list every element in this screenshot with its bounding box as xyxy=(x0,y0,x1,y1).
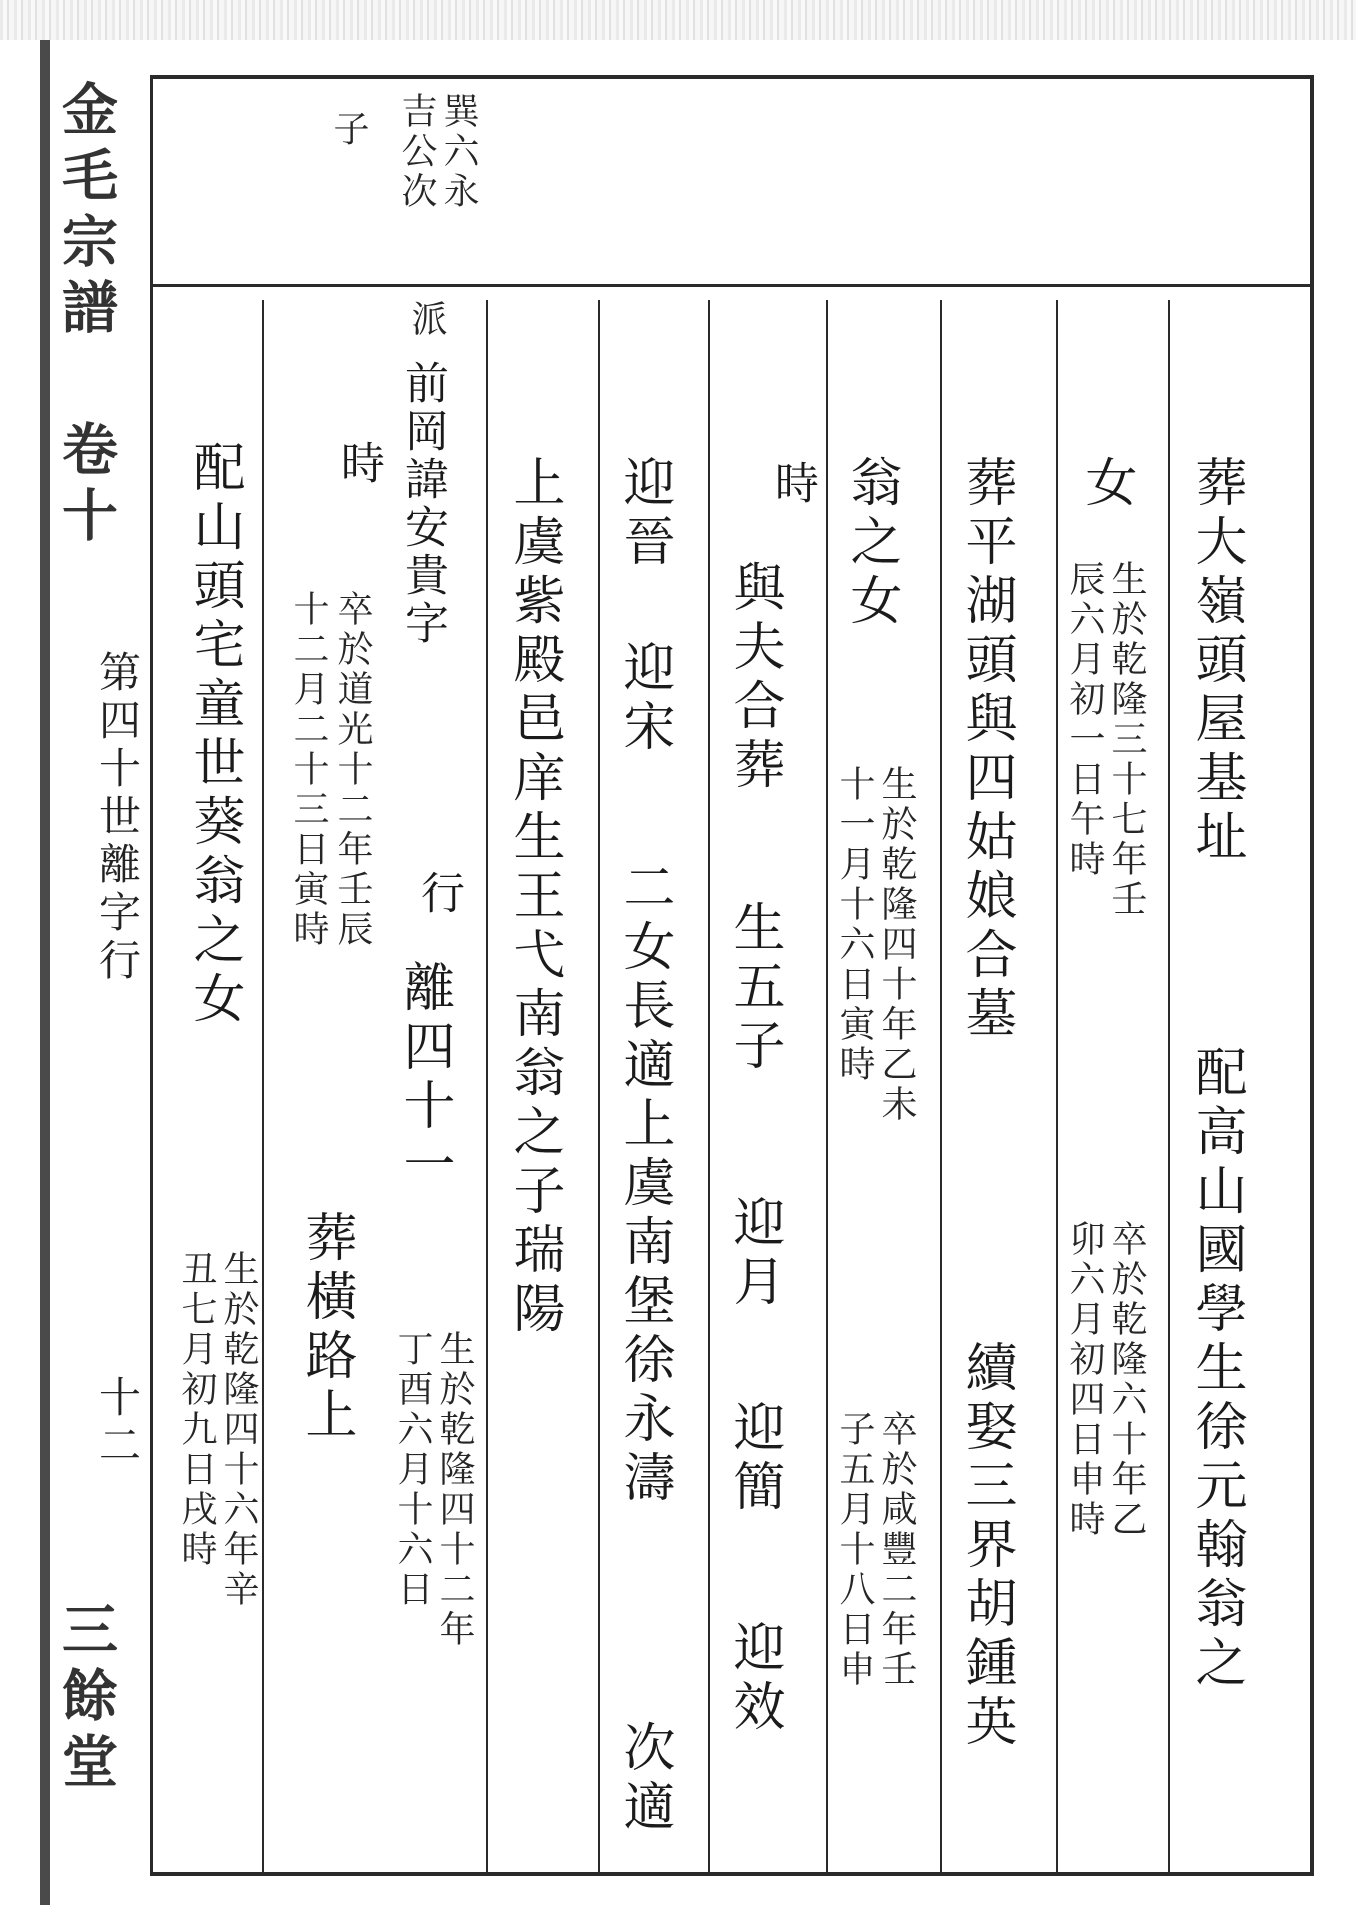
burial-site: 葬大嶺頭屋基址 xyxy=(1186,455,1246,868)
time-marker: 時 xyxy=(767,460,818,508)
register-col-1: 巽六永 xyxy=(438,92,479,212)
burial-site: 葬平湖頭與四姑娘合墓 xyxy=(956,455,1016,1045)
daughters-entry: 二女長適上虞南堡徐永濤 xyxy=(614,860,674,1509)
column-rule xyxy=(486,300,488,1872)
person-name: 前岡諱安貴字 xyxy=(397,360,448,648)
son-name: 迎簡 xyxy=(724,1400,784,1518)
column-rule xyxy=(262,300,264,1872)
margin-book-title: 金毛宗譜 卷十 xyxy=(53,80,119,552)
page-number: 十二 xyxy=(93,1375,142,1471)
register-col-2: 吉公次 xyxy=(396,92,437,212)
spouse-entry: 配山頭宅童世葵翁之女 xyxy=(184,440,244,1030)
time-marker: 時 xyxy=(333,440,384,488)
rank-label: 行 xyxy=(413,870,464,918)
death-note: 子五月十八日申 xyxy=(834,1410,875,1690)
column-rule xyxy=(708,300,710,1872)
son-name: 迎宋 xyxy=(614,640,674,758)
branch-marker: 派 xyxy=(406,300,447,340)
son-name: 迎月 xyxy=(724,1195,784,1313)
death-note: 卒於乾隆六十年乙 xyxy=(1106,1220,1147,1540)
daughter-husband-entry: 上虞紫殿邑庠生王弋南翁之子瑞陽 xyxy=(504,455,564,1340)
birth-note: 生於乾隆三十七年壬 xyxy=(1106,560,1147,920)
death-note: 卒於道光十二年壬辰 xyxy=(332,590,373,950)
second-spouse-entry-end: 翁之女 xyxy=(841,455,901,632)
birth-note: 生於乾隆四十六年辛 xyxy=(218,1250,259,1610)
burial-note: 與夫合葬 xyxy=(724,560,784,796)
second-spouse-entry: 續娶三界胡鍾英 xyxy=(956,1340,1016,1753)
burial-site: 葬橫路上 xyxy=(296,1210,356,1446)
death-note: 卯六月初四日申時 xyxy=(1064,1220,1105,1540)
register-divider-rule xyxy=(150,284,1310,287)
register-col-3: 子 xyxy=(328,110,369,150)
scan-grain xyxy=(0,0,1356,40)
birth-note: 辰六月初一日午時 xyxy=(1064,560,1105,880)
death-note: 十二月二十三日寅時 xyxy=(288,590,329,950)
spouse-entry: 配高山國學生徐元翰翁之 xyxy=(1186,1045,1246,1694)
daughters-entry-cont: 次適 xyxy=(614,1720,674,1838)
death-note: 卒於咸豐二年壬 xyxy=(876,1410,917,1690)
column-rule xyxy=(940,300,942,1872)
birth-note: 生於乾隆四十二年 xyxy=(434,1330,475,1650)
hall-name: 三餘堂 xyxy=(53,1600,119,1798)
son-name: 迎晉 xyxy=(614,455,674,573)
column-rule xyxy=(1056,300,1058,1872)
birth-note: 十一月十六日寅時 xyxy=(834,765,875,1085)
outer-bottom-rule xyxy=(150,1872,1314,1876)
generation-header: 第四十世離字行 xyxy=(93,650,142,986)
margin-divider-rule xyxy=(150,75,153,1875)
binding-edge xyxy=(40,40,50,1905)
sons-count: 生五子 xyxy=(724,900,784,1077)
outer-right-rule xyxy=(1310,75,1314,1875)
birth-note: 丑七月初九日戌時 xyxy=(176,1250,217,1570)
column-rule xyxy=(1168,300,1170,1872)
column-rule xyxy=(826,300,828,1872)
column-rule xyxy=(598,300,600,1872)
son-name: 迎效 xyxy=(724,1620,784,1738)
outer-top-rule xyxy=(150,75,1310,79)
birth-note: 丁酉六月十六日 xyxy=(392,1330,433,1610)
spouse-entry-end: 女 xyxy=(1076,455,1136,514)
birth-note: 生於乾隆四十年乙未 xyxy=(876,765,917,1125)
generation-rank: 離四十一 xyxy=(394,960,454,1196)
